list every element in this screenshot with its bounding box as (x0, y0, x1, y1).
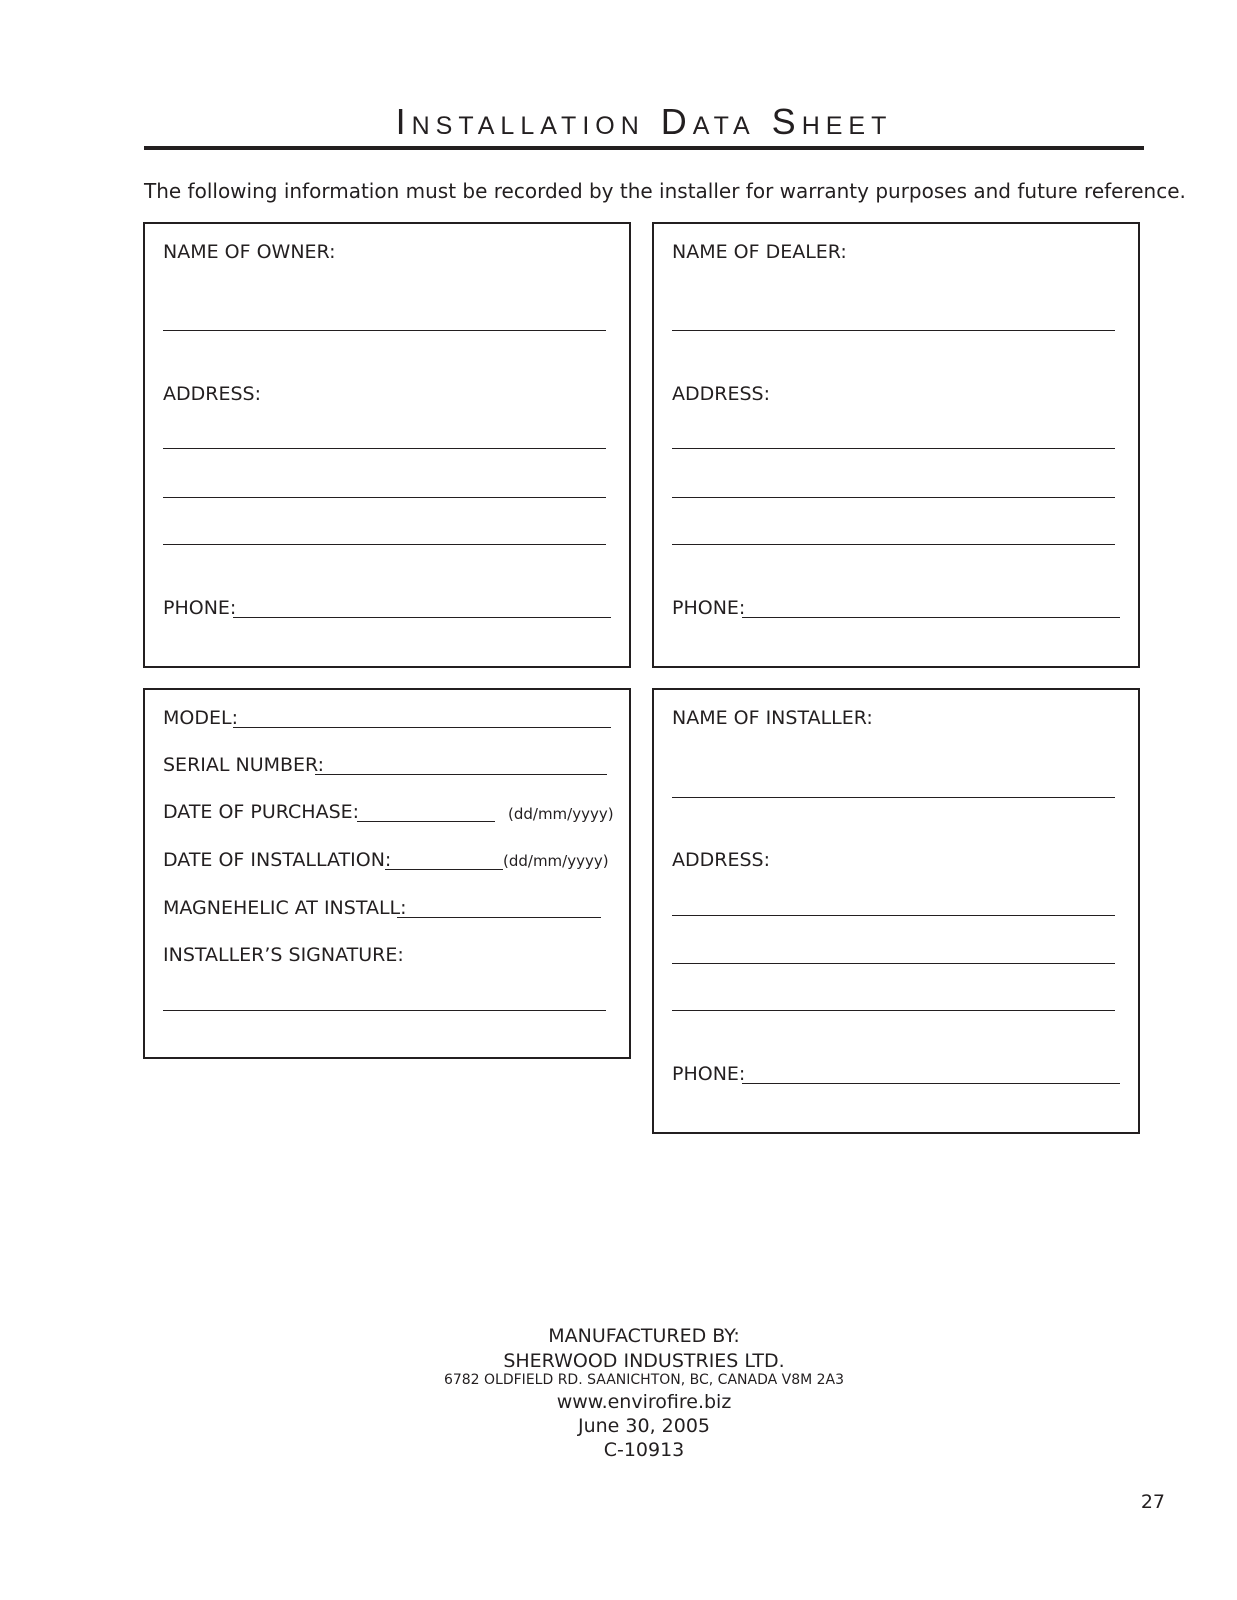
owner-phone-label: PHONE: (163, 597, 237, 619)
installer-phone-line[interactable] (742, 1083, 1120, 1084)
owner-address-line-1[interactable] (163, 448, 606, 449)
installer-address-line-2[interactable] (672, 963, 1115, 964)
owner-address-line-3[interactable] (163, 544, 606, 545)
model-label: MODEL: (163, 707, 238, 729)
document-code: C-10913 (603, 1439, 685, 1461)
date-of-installation-line[interactable] (385, 869, 503, 870)
dealer-address-line-1[interactable] (672, 448, 1115, 449)
dealer-address-label: ADDRESS: (672, 383, 770, 405)
dealer-phone-label: PHONE: (672, 597, 746, 619)
owner-phone-line[interactable] (233, 617, 611, 618)
date-of-installation-label: DATE OF INSTALLATION: (163, 849, 392, 871)
intro-text: The following information must be recorded by the installer for warranty purposes and future reference. (144, 179, 1186, 203)
installer-address-line-1[interactable] (672, 915, 1115, 916)
dealer-phone-line[interactable] (742, 617, 1120, 618)
installer-phone-label: PHONE: (672, 1063, 746, 1085)
dealer-name-label: NAME OF DEALER: (672, 241, 847, 263)
company-website: www.envirofire.biz (556, 1391, 732, 1413)
page-title: Installation Data Sheet (395, 101, 893, 142)
dealer-box (652, 222, 1140, 668)
date-of-purchase-label: DATE OF PURCHASE: (163, 801, 360, 823)
date-of-installation-format: (dd/mm/yyyy) (503, 852, 609, 870)
owner-address-line-2[interactable] (163, 497, 606, 498)
installer-name-line[interactable] (672, 797, 1115, 798)
installer-address-label: ADDRESS: (672, 849, 770, 871)
company-name: SHERWOOD INDUSTRIES LTD. (503, 1350, 785, 1372)
model-line[interactable] (233, 727, 611, 728)
installer-signature-label: INSTALLER’S SIGNATURE: (163, 944, 404, 966)
magnehelic-line[interactable] (397, 917, 601, 918)
owner-name-line[interactable] (163, 330, 606, 331)
owner-name-label: NAME OF OWNER: (163, 241, 336, 263)
dealer-name-line[interactable] (672, 330, 1115, 331)
serial-number-label: SERIAL NUMBER: (163, 754, 325, 776)
product-box (143, 688, 631, 1059)
company-address: 6782 OLDFIELD RD. SAANICHTON, BC, CANADA V8M 2A3 (443, 1372, 845, 1388)
dealer-address-line-3[interactable] (672, 544, 1115, 545)
manufactured-by-label: MANUFACTURED BY: (548, 1325, 740, 1347)
document-date: June 30, 2005 (577, 1415, 711, 1437)
serial-number-line[interactable] (315, 774, 607, 775)
date-of-purchase-format: (dd/mm/yyyy) (508, 805, 614, 823)
installer-box (652, 688, 1140, 1134)
installer-name-label: NAME OF INSTALLER: (672, 707, 873, 729)
title-rule (144, 146, 1144, 150)
magnehelic-label: MAGNEHELIC AT INSTALL: (163, 897, 407, 919)
installer-address-line-3[interactable] (672, 1010, 1115, 1011)
page-number: 27 (1140, 1491, 1165, 1513)
owner-address-label: ADDRESS: (163, 383, 261, 405)
dealer-address-line-2[interactable] (672, 497, 1115, 498)
date-of-purchase-line[interactable] (357, 821, 495, 822)
installer-signature-line[interactable] (163, 1010, 606, 1011)
owner-box (143, 222, 631, 668)
